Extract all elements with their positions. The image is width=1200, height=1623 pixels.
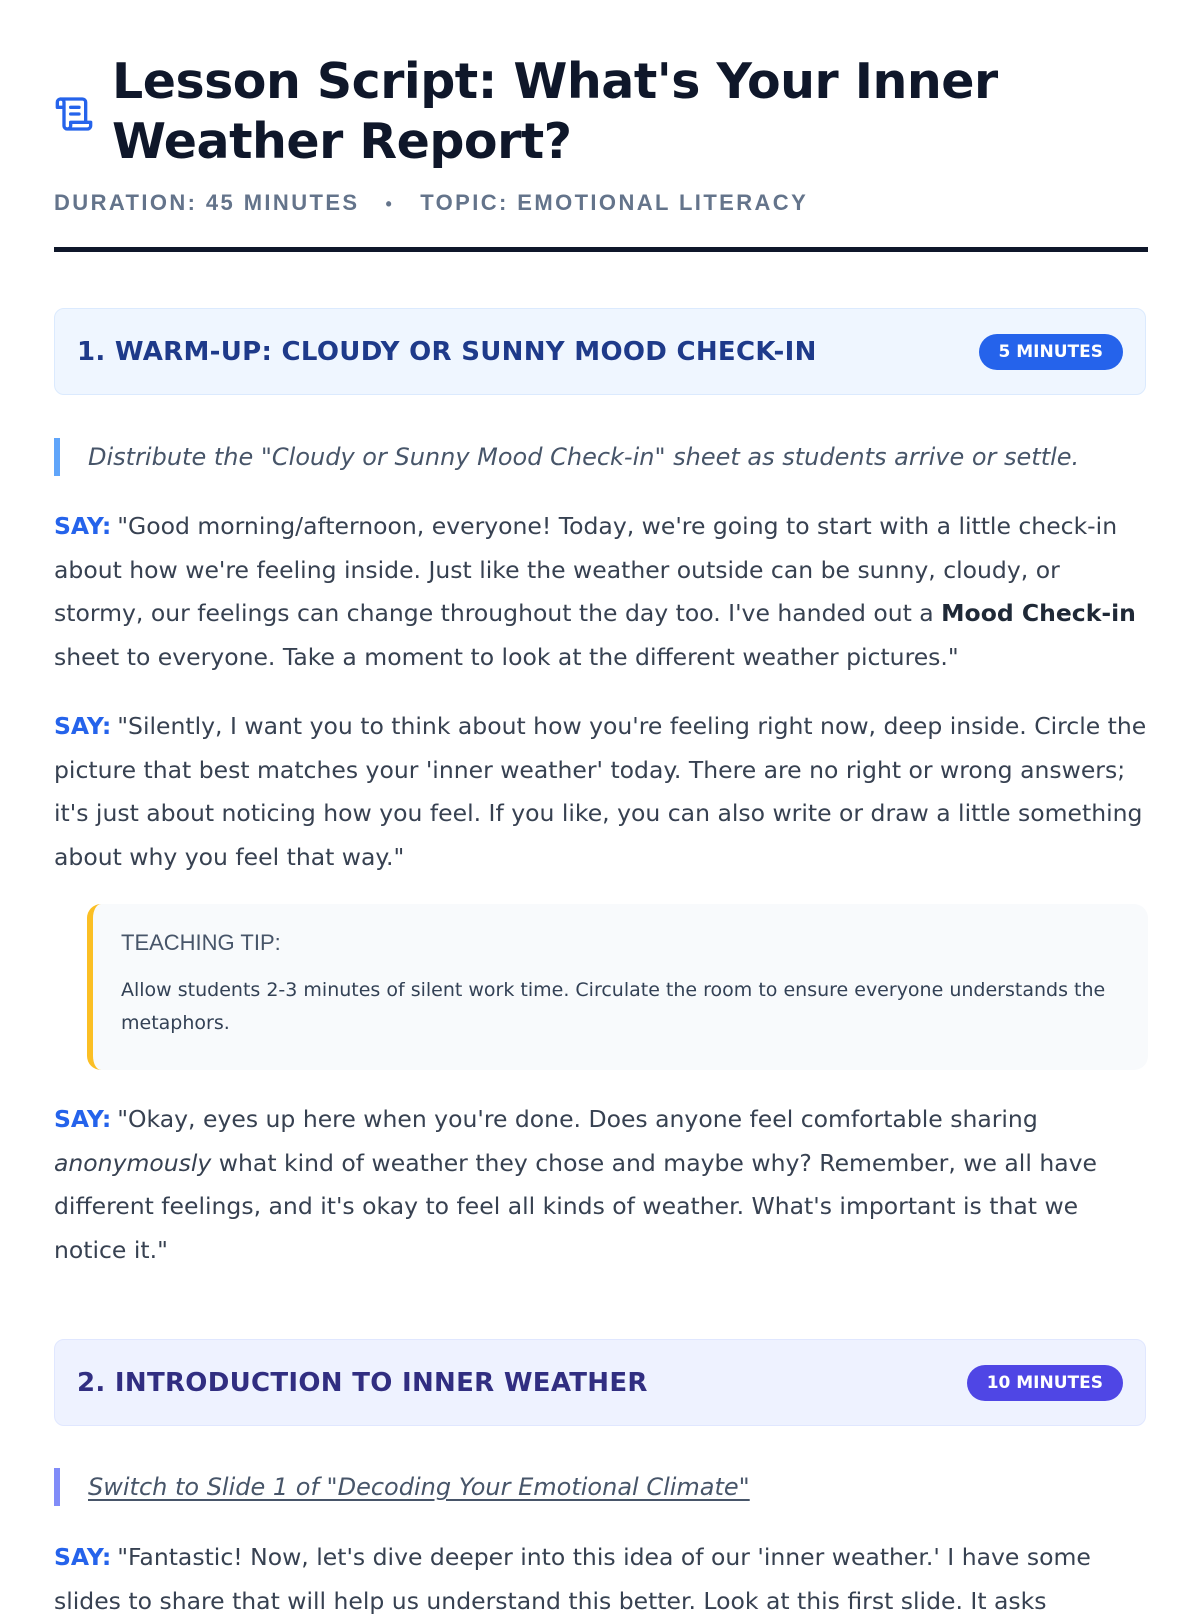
slide-link[interactable]: Switch to Slide 1 of "Decoding Your Emotional Climate" <box>54 1468 1148 1506</box>
duration-label: DURATION: 45 MINUTES <box>54 190 360 215</box>
say-label: SAY: <box>54 1543 112 1571</box>
duration-badge: 5 MINUTES <box>979 334 1123 370</box>
say-label: SAY: <box>54 712 112 740</box>
section-header-introduction <box>54 1339 1146 1426</box>
topic-label: TOPIC: EMOTIONAL LITERACY <box>420 190 809 215</box>
say-paragraph: SAY: "Good morning/afternoon, everyone! Today, we're going to start with a little check-in about how we're feeling inside. Just like the weather outside can be sunny, cloudy, or stormy, our feelings can change throughout the day too. I've handed out a Mood Check-in sheet to everyone. Take a moment to look at the different weather pictures." <box>54 512 1136 671</box>
lesson-header <box>54 52 1148 215</box>
tip-text: Allow students 2-3 minutes of silent work time. Circulate the room to ensure everyone understands the metaphors. <box>121 979 1106 1034</box>
say-label: SAY: <box>54 1105 112 1133</box>
lesson-meta <box>54 190 808 216</box>
emphasis-text: anonymously <box>54 1148 212 1177</box>
section-header-warm-up <box>54 308 1146 395</box>
scroll-icon <box>54 94 94 134</box>
say-paragraph: SAY: "Silently, I want you to think about how you're feeling right now, deep inside. Circle the picture that best matches your 'inner weather' today. There are no right or wrong answers; it's just about noticing how you feel. If you like, you can also write or draw a little something about why you feel that way." <box>54 712 1147 871</box>
tip-title: TEACHING TIP: <box>121 930 281 955</box>
stage-direction: Distribute the "Cloudy or Sunny Mood Check-in" sheet as students arrive or settle. <box>54 438 1148 476</box>
meta-separator: • <box>385 194 395 214</box>
section-title: 2. INTRODUCTION TO INNER WEATHER <box>77 1367 648 1398</box>
say-label: SAY: <box>54 512 112 540</box>
page-title: Lesson Script: What's Your Inner Weather Report? <box>112 53 998 170</box>
duration-badge: 10 MINUTES <box>967 1365 1123 1401</box>
section-title: 1. WARM-UP: CLOUDY OR SUNNY MOOD CHECK-IN <box>77 336 817 367</box>
say-paragraph: SAY: "Fantastic! Now, let's dive deeper into this idea of our 'inner weather.' I have some slides to share that will help us understand this better. Look at this first slide. It asks <box>54 1543 1091 1615</box>
say-paragraph: SAY: "Okay, eyes up here when you're done. Does anyone feel comfortable sharing anonymously what kind of weather they chose and maybe why? Remember, we all have different feelings, and it's okay to feel all kinds of weather. What's important is that we notice it." <box>54 1105 1097 1264</box>
teaching-tip <box>87 904 1148 1070</box>
emphasis-text: Mood Check-in <box>941 599 1136 627</box>
header-divider <box>54 247 1148 252</box>
